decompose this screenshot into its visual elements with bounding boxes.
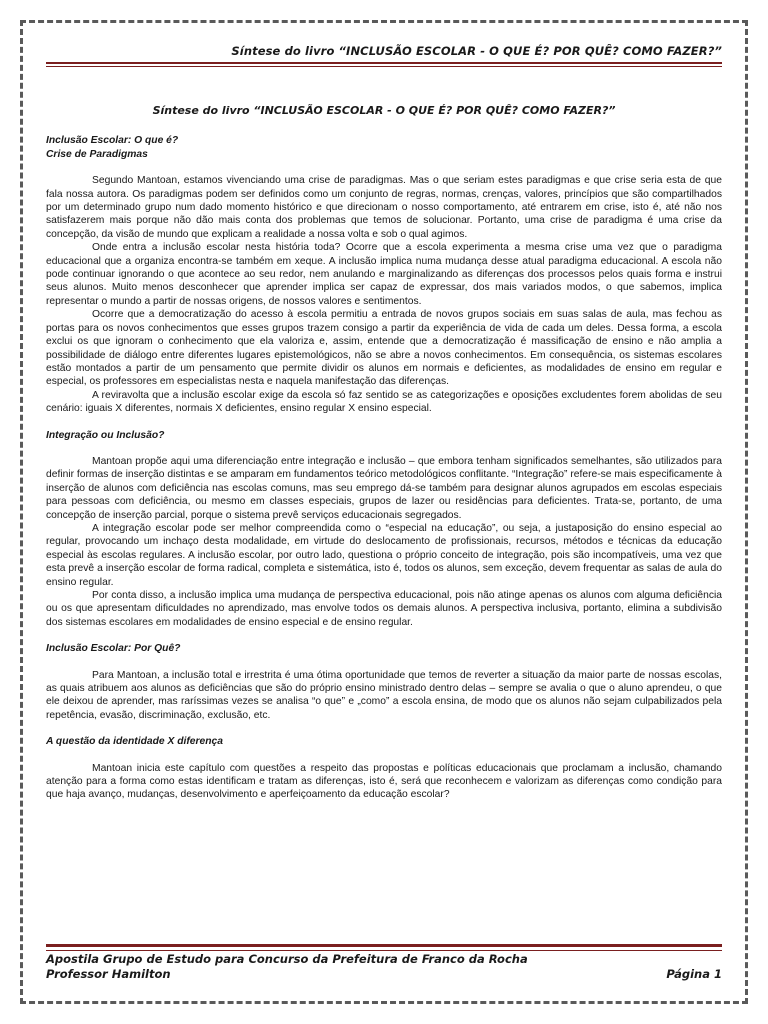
section-heading-integracao: Integração ou Inclusão? [46, 429, 165, 441]
footer-divider [46, 944, 722, 947]
paragraph: Mantoan inicia este capítulo com questões a respeito das propostas e políticas educacionais que proclamam a inclusão, chamando atenção para a forma como estas identificam e tratam as diferenças, isto é, será que reconhecem e valorizam as diferenças como condição para que haja avanço, mudanças, desenvolvimento e aperfeiçoamento da educação escolar? [46, 762, 722, 801]
paragraph: Mantoan propõe aqui uma diferenciação entre integração e inclusão – que embora tenham significados semelhantes, são utilizados para definir formas de inserção distintas e se amparam em fundamentos teórico metodológicos conflitante. “Integração” refere-se mais especificamente à inserção de alunos com deficiência nas escolas comuns, mas seu emprego dá-se também para designar alunos agrupados em escolas especiais para pessoas com deficiência, ou mesmo em classes especiais, grupos de lazer ou residências para deficientes. Trata-se, portanto, de uma concepção de inserção parcial, porque o sistema prevê serviços educacionais segregados. [46, 455, 722, 521]
section-subheading-crise: Crise de Paradigmas [46, 148, 148, 160]
footer-course-title: Apostila Grupo de Estudo para Concurso da Prefeitura de Franco da Rocha [46, 952, 528, 966]
paragraph: Por conta disso, a inclusão implica uma mudança de perspectiva educacional, pois não atinge apenas os alunos com alguma deficiência ou os que apresentam dificuldades no aprendizado, mas envolve todos os demais alunos. A perspectiva inclusiva, portanto, elimina a subdivisão dos sistemas escolares em modalidades de ensino especial e de ensino regular. [46, 590, 722, 628]
page-number: Página 1 [666, 967, 722, 981]
paragraph: Onde entra a inclusão escolar nesta história toda? Ocorre que a escola experimenta a mesma crise uma vez que o paradigma educacional que a organiza encontra-se também em xeque. A inclusão implica numa mudança desse atual paradigma educacional. A escola não pode continuar ignorando o que acontece ao seu redor, nem anulando e marginalizando as diferenças dos processos pelos quais forma e instrui seus alunos. Muito menos desconhecer que aprender implica ser capaz de expressar, dos mais variados modos, o que sabemos, implica representar o mundo a partir de nossas origens, de nossos valores e sentimentos. [46, 242, 722, 307]
section-heading-identidade: A questão da identidade X diferença [46, 736, 223, 748]
document-body [46, 104, 722, 802]
section-heading-por-que: Inclusão Escolar: Por Quê? [46, 643, 181, 655]
page-footer [46, 952, 722, 982]
section-heading-o-que-e: Inclusão Escolar: O que é? [46, 135, 179, 147]
paragraph: A reviravolta que a inclusão escolar exige da escola só faz sentido se as categorizações e oposições excludentes forem abolidas de seu cenário: iguais X diferentes, normais X deficientes, ensino regular X ensino especial. [46, 389, 722, 415]
paragraph: Ocorre que a democratização do acesso à escola permitiu a entrada de novos grupos sociais em suas salas de aula, mas fechou as portas para os novos conhecimentos que esses grupos trazem consigo a partir da experiência de vida de cada um deles. Dessa forma, a escola exclui os que ignoram o conhecimento que ela valoriza e, assim, entende que a democratização é massificação de ensino e não amplia a possibilidade de diálogo entre diferentes lugares epistemológicos, não se abre a novos conhecimentos. Em consequência, os sistemas escolares estão montados a partir de um pensamento que permite dividir os alunos em normais e deficientes, as modalidades de ensino em regular e especial, os professores em especialistas nesta e naquela manifestação das diferenças. [46, 309, 722, 388]
footer-teacher: Professor Hamilton [46, 967, 171, 981]
paragraph: Segundo Mantoan, estamos vivenciando uma crise de paradigmas. Mas o que seriam estes paradigmas e que crise seria esta de que fala nossa autora. Os paradigmas podem ser definidos como um conjunto de regras, normas, crenças, valores, princípios que são compartilhados por um determinado grupo num dado momento histórico e que direcionam o nosso comportamento, até entrarem em crise, isto é, até não nos satisfazerem mais porque não dão mais conta dos problemas que temos de solucionar. Portanto, uma crise de paradigma é uma crise da concepção, da visão de mundo que explicam a realidade a nossa volta e sob o qual agimos. [46, 175, 722, 240]
footer-divider-thin [46, 950, 722, 951]
paragraph: A integração escolar pode ser melhor compreendida como o “especial na educação”, ou seja, a justaposição do ensino especial ao regular, provocando um inchaço desta modalidade, em virtude do deslocamento de profissionais, recursos, métodos e técnicas da educação especial às escolas regulares. A inclusão escolar, por outro lado, questiona o próprio conceito de integração, pois são incompatíveis, uma vez que esta prevê a inserção escolar de forma radical, completa e sistemática, isto é, todos os alunos, sem exceção, devem frequentar as salas de aula do ensino regular. [46, 522, 722, 588]
document-title: Síntese do livro “INCLUSÃO ESCOLAR - O QUE É? POR QUÊ? COMO FAZER?” [152, 104, 616, 117]
header-divider [46, 66, 722, 67]
paragraph: Para Mantoan, a inclusão total e irrestrita é uma ótima oportunidade que temos de reverter a situação da maior parte de nossas escolas, as quais atribuem aos alunos as deficiências que são do próprio ensino ministrado dentro delas – sempre se avalia o que o aluno aprendeu, o que ele deixou de aprender, mas raríssimas vezes se analisa “o que” e „como” a escola ensina, de modo que os alunos não sejam culpabilizados pela repetência, evasão, discriminação, exclusão, etc. [46, 669, 722, 721]
running-header: Síntese do livro “INCLUSÃO ESCOLAR - O QUE É? POR QUÊ? COMO FAZER?” [46, 44, 722, 64]
